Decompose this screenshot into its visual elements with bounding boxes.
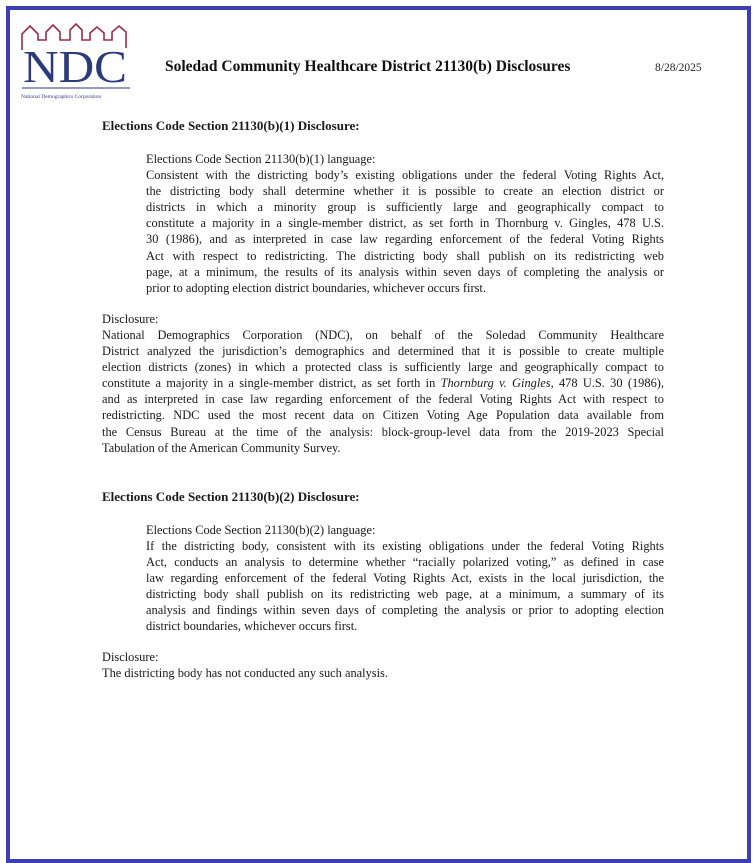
page-title: Soledad Community Healthcare District 21130(b) Disclosures: [165, 58, 571, 75]
section2-disclosure-block: [102, 649, 664, 681]
section1-language-block: [146, 151, 664, 296]
section1-disclosure-line: District analyzed the jurisdiction’s demographics and determined that it is possible to create multiple: [102, 344, 664, 359]
section2-heading: Elections Code Section 21130(b)(2) Disclosure:: [102, 488, 360, 504]
section1-language-line: Consistent with the districting body’s existing obligations under the federal Voting Rights Act,: [146, 168, 664, 183]
logo-text: NDC: [23, 41, 127, 92]
section2-language-line: district boundaries, whichever occurs first.: [146, 619, 358, 634]
section2-language-line: districting body shall publish on its redistricting web page, at a minimum, a summary of its: [146, 587, 664, 602]
section1-language-line: 30 (1986), and as interpreted in case law regarding enforcement of the federal Voting Rights: [146, 232, 664, 247]
section1-disclosure-line: Tabulation of the American Community Survey.: [102, 440, 341, 455]
section1-language-line: the districting body shall determine whether it is possible to create an election district or: [146, 184, 664, 199]
section1-disclosure-line: [102, 375, 664, 391]
case-citation: Thornburg v. Gingles: [440, 376, 551, 391]
document-date: 8/28/2025: [655, 62, 702, 74]
section1-language-line: Act with respect to redistricting. The districting body shall publish on its redistricting web: [146, 248, 664, 263]
document-body: [102, 118, 664, 682]
section1-heading: Elections Code Section 21130(b)(1) Disclosure:: [102, 118, 360, 133]
section2-language-line: Act, conducts an analysis to determine whether “racially polarized voting,” as defined in case: [146, 554, 664, 569]
section1-disclosure-line: redistricting. NDC used the most recent data on Citizen Voting Age Population data available from: [102, 408, 664, 423]
section1-disclosure-line: National Demographics Corporation (NDC), on behalf of the Soledad Community Healthcare: [102, 327, 664, 342]
page-frame: [6, 6, 751, 863]
section1-language-line: constitute a majority in a single-member district, as set forth in Thornburg v. Gingles, 478 U.S.: [146, 216, 664, 231]
section1-disclosure-block: [102, 311, 664, 456]
section1-disclosure-label: Disclosure:: [102, 311, 159, 326]
section1-disclosure-line: and as interpreted in case law regarding enforcement of the federal Voting Rights Act with respect to: [102, 392, 664, 407]
section2-language-line: analysis and findings within seven days of completing the analysis or prior to adopting election: [146, 603, 664, 618]
disclosure-text-part: , 478 U.S. 30 (1986),: [550, 376, 664, 391]
section1-language-line: page, at a minimum, the results of its analysis within seven days of completing the analysis or: [146, 264, 664, 279]
section2-language-line: law regarding enforcement of the federal Voting Rights Act, exists in the local jurisdiction, the: [146, 570, 664, 585]
ndc-logo-graphic: [20, 18, 132, 96]
section2-language-label: Elections Code Section 21130(b)(2) language:: [146, 522, 376, 537]
section1-language-line: districts in which a minority group is sufficiently large and geographically compact to: [146, 200, 664, 215]
section2-disclosure-text: The districting body has not conducted any such analysis.: [102, 666, 388, 681]
section1-language-label: Elections Code Section 21130(b)(1) language:: [146, 152, 376, 166]
section2-language-block: [146, 522, 664, 635]
ndc-logo: [20, 18, 132, 108]
logo-caption: National Demographics Corporation: [21, 94, 102, 100]
section1-disclosure-line: the Census Bureau at the time of the analysis: block-group-level data from the 2019-2023 Special: [102, 424, 664, 439]
section2-disclosure-label: Disclosure:: [102, 650, 159, 665]
section1-language-line: prior to adopting election district boundaries, whichever occurs first.: [146, 280, 486, 295]
section2-language-line: If the districting body, consistent with its existing obligations under the federal Voting Rights: [146, 538, 664, 553]
section1-disclosure-line: election districts (zones) in which a protected class is sufficiently large and geographically compact to: [102, 360, 664, 375]
disclosure-text-part: constitute a majority in a single-member district, as set forth in: [102, 376, 441, 391]
